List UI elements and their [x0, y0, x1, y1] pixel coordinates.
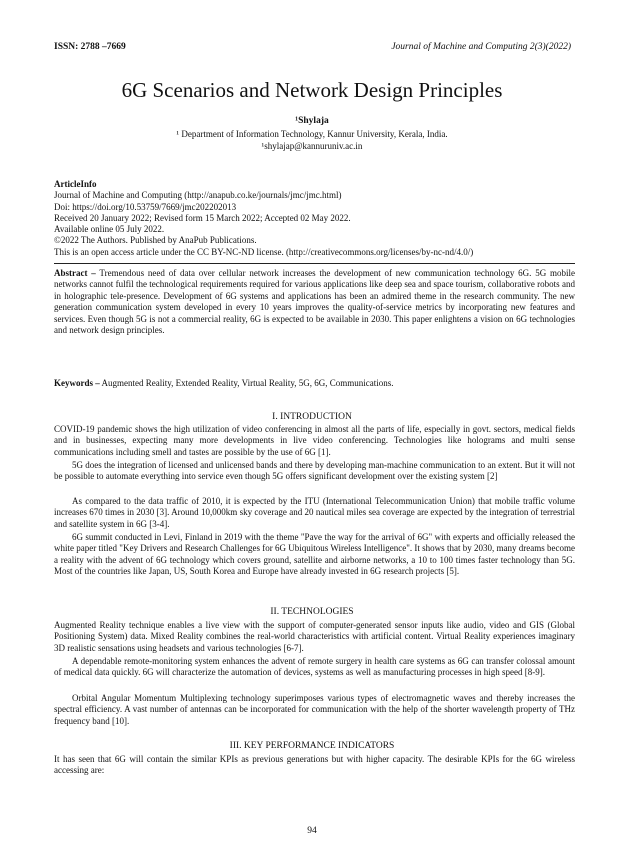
abstract	[54, 268, 575, 336]
author-affiliation: ¹ Department of Information Technology, Kannur University, Kerala, India.	[176, 129, 448, 139]
keywords	[54, 378, 575, 388]
intro-paragraph-3: As compared to the data traffic of 2010, it is expected by the ITU (International Telecommunication Union) that mobile traffic volume increases 670 times in 2030 [3]. Around 10,000km sky coverage and 20 nautical miles sea coverage are expected by the integration of terrestrial and satellite system in 6G [3-4].	[54, 496, 575, 529]
section-heading-kpi: III. KEY PERFORMANCE INDICATORS	[229, 741, 395, 751]
technologies-paragraph-2: A dependable remote-monitoring system enhances the advent of remote surgery in health care systems as 6G can transfer colossal amount of medical data quickly. 6G will characterize the automation of devices, systems as well as manufacturing processes in high speed [8-9].	[54, 656, 575, 678]
article-info-copyright: ©2022 The Authors. Published by AnaPub Publications.	[54, 235, 257, 246]
abstract-label: Abstract –	[54, 268, 96, 278]
issn-label: ISSN: 2788 –7669	[54, 42, 126, 52]
article-info	[54, 179, 574, 258]
paper-title: 6G Scenarios and Network Design Principles	[121, 78, 503, 102]
article-info-doi[interactable]: Doi: https://doi.org/10.53759/7669/jmc202202013	[54, 201, 237, 212]
article-info-journal-link[interactable]: Journal of Machine and Computing (http://anapub.co.ke/journals/jmc/jmc.html)	[54, 190, 342, 201]
intro-paragraph-4: 6G summit conducted in Levi, Finland in 2019 with the theme "Pave the way for the arrival of 6G" with experts and officially released the white paper titled "Key Drivers and Research Challenges for 6G Ubiquitous Wireless Intelligence". It shows that by 2030, many dreams become a reality with the advent of 6G technology which covers ground, satellite and airborne networks, a 10 to 100 times faster technology than 5G. Most of the countries like Japan, US, South Korea and Europe have already invested in 6G research projects [5].	[54, 532, 575, 577]
kpi-paragraph-1: It has seen that 6G will contain the similar KPIs as previous generations but with higher capacity. The desirable KPIs for the 6G wireless accessing are:	[54, 754, 575, 776]
abstract-text: Tremendous need of data over cellular network increases the development of new communication technology 6G. 5G mobile networks cannot fulfil the technological requirements required for various applications like deep sea and space tourism, collaborative robots and in holographic tele-presence. Development of 6G systems and applications has been an admired theme in the research community. The new generation communication system developed in every 10 years improves the quality-of-service metrics by incorporating new features and services. Even though 5G is not a commercial reality, 6G is expected to be available in 2030. This paper enlightens a vision on 6G technologies and network design principles.	[54, 268, 575, 336]
author-email[interactable]: ¹shylajap@kannuruniv.ac.in	[261, 141, 363, 151]
intro-paragraph-2: 5G does the integration of licensed and unlicensed bands and there by developing man-machine communication to an extent. But it will not be possible to automate everything into service even though 5G offers significant development over the existing system [2]	[54, 460, 575, 482]
abstract-divider	[54, 263, 575, 264]
section-heading-technologies: II. TECHNOLOGIES	[270, 607, 354, 617]
technologies-paragraph-3: Orbital Angular Momentum Multiplexing technology superimposes various types of electromagnetic waves and thereby increases the spectral efficiency. A vast number of antennas can be incorporated for communication with the help of the shorter wavelength property of THz frequency band [10].	[54, 693, 575, 726]
section-heading-introduction: I. INTRODUCTION	[272, 412, 352, 422]
article-info-dates: Received 20 January 2022; Revised form 15 March 2022; Accepted 02 May 2022.	[54, 212, 351, 223]
author-name: ¹Shylaja	[295, 116, 329, 126]
journal-citation: Journal of Machine and Computing 2(3)(2022)	[391, 42, 571, 52]
keywords-label: Keywords –	[54, 378, 100, 388]
page-number: 94	[307, 826, 317, 836]
article-info-online: Available online 05 July 2022.	[54, 224, 165, 235]
article-info-heading: ArticleInfo	[54, 179, 97, 189]
intro-paragraph-1: COVID-19 pandemic shows the high utilization of video conferencing in almost all the parts of life, especially in govt. sectors, medical fields and in businesses, expecting many more developments in live video conferencing. Technologies like holograms and multi sense communications including smell and tastes are possible by the use of 6G [1].	[54, 424, 575, 457]
technologies-paragraph-1: Augmented Reality technique enables a live view with the support of computer-generated sensor inputs like audio, video and GIS (Global Positioning System) data. Mixed Reality combines the real-world characteristics with artificial content. Virtual Reality experiences imaginary 3D realistic sensations using headsets and various technologies [6-7].	[54, 620, 575, 653]
article-info-license[interactable]: This is an open access article under the CC BY-NC-ND license. (http://creativecommons.org/licenses/by-nc-nd/4.0/)	[54, 246, 474, 257]
keywords-text: Augmented Reality, Extended Reality, Virtual Reality, 5G, 6G, Communications.	[99, 378, 394, 388]
